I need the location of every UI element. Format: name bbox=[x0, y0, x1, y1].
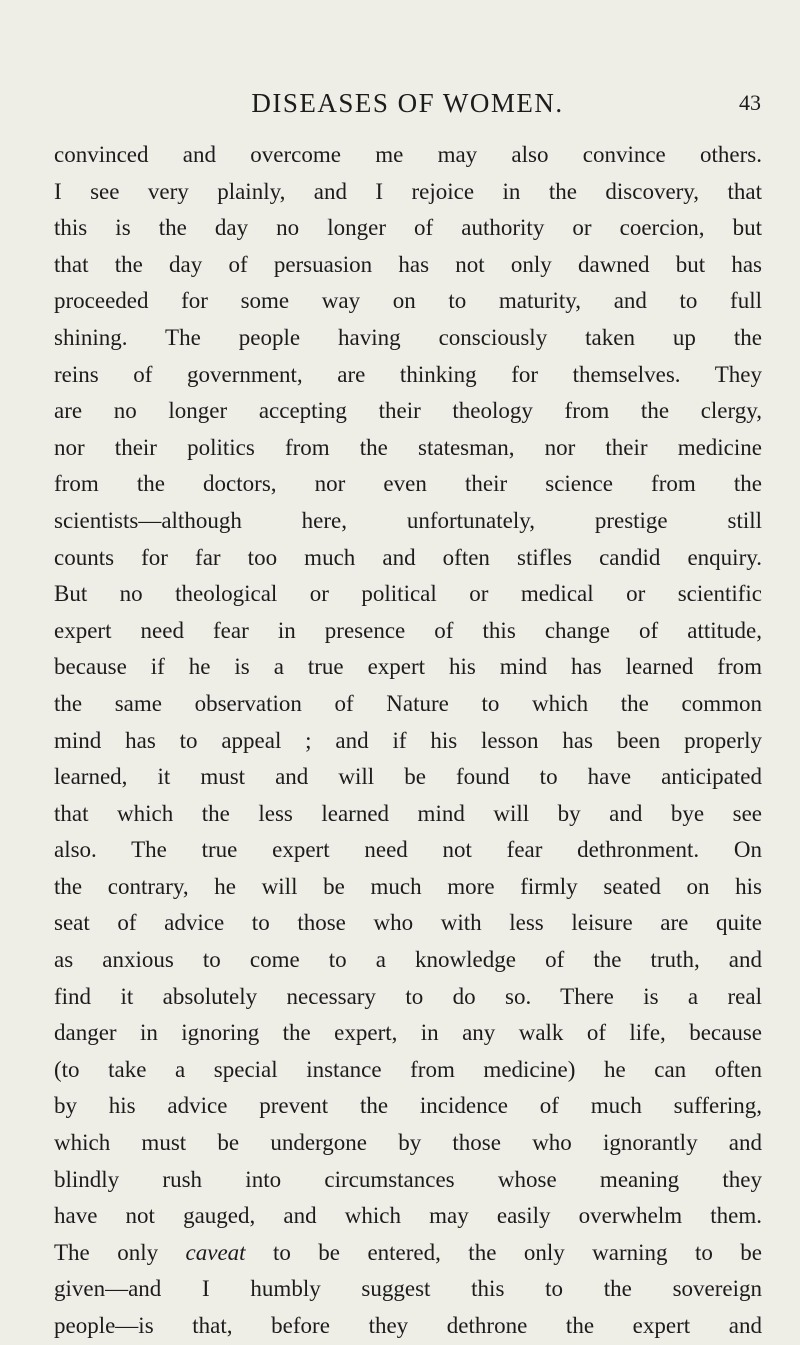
text-line: that which the less learned mind will by and bye see bbox=[54, 800, 762, 826]
text-line: that the day of persuasion has not only dawned but has bbox=[54, 251, 762, 277]
text-line: given—and I humbly suggest this to the sovereign bbox=[54, 1276, 762, 1302]
text-line: from the doctors, nor even their science from the bbox=[54, 471, 762, 497]
text-line: scientists—although here, unfortunately, prestige still bbox=[54, 507, 762, 533]
text-line: mind has to appeal ; and if his lesson has been properly bbox=[54, 727, 762, 753]
text-line: (to take a special instance from medicine) he can often bbox=[54, 1056, 762, 1082]
text-line: I see very plainly, and I rejoice in the discovery, that bbox=[54, 178, 762, 204]
text-line: reins of government, are thinking for themselves. They bbox=[54, 361, 762, 387]
text-line: have not gauged, and which may easily overwhelm them. bbox=[54, 1203, 762, 1229]
text-line: proceeded for some way on to maturity, and to full bbox=[54, 288, 762, 314]
text-line: the same observation of Nature to which the common bbox=[54, 690, 762, 716]
text-line: because if he is a true expert his mind has learned from bbox=[54, 654, 762, 680]
text-line: as anxious to come to a knowledge of the truth, and bbox=[54, 947, 762, 973]
text-line: danger in ignoring the expert, in any walk of life, because bbox=[54, 1020, 762, 1046]
text-line: learned, it must and will be found to have anticipated bbox=[54, 764, 762, 790]
text-line: convinced and overcome me may also convince others. bbox=[54, 142, 762, 167]
text-line: find it absolutely necessary to do so. There is a real bbox=[54, 983, 762, 1009]
italic-word-caveat: caveat bbox=[185, 1239, 246, 1265]
text-line: But no theological or political or medical or scientific bbox=[54, 581, 762, 607]
text-line: nor their politics from the statesman, nor their medicine bbox=[54, 434, 762, 460]
text-line: which must be undergone by those who ignorantly and bbox=[54, 1130, 762, 1156]
page-number: 43 bbox=[739, 90, 761, 115]
body-text bbox=[54, 137, 762, 1345]
running-head bbox=[54, 88, 761, 118]
text-line: people—is that, before they dethrone the expert and bbox=[54, 1313, 762, 1338]
text-line: seat of advice to those who with less leisure are quite bbox=[54, 910, 762, 936]
text-line: by his advice prevent the incidence of much suffering, bbox=[54, 1093, 762, 1119]
text-line: shining. The people having consciously taken up the bbox=[54, 324, 762, 350]
text-line: blindly rush into circumstances whose meaning they bbox=[54, 1166, 762, 1192]
text-line: are no longer accepting their theology from the clergy, bbox=[54, 398, 762, 424]
text-line: also. The true expert need not fear dethronment. On bbox=[54, 837, 762, 863]
text-fragment: to be entered, the only warning to be bbox=[272, 1239, 763, 1265]
text-line: expert need fear in presence of this change of attitude, bbox=[54, 617, 762, 643]
text-line-with-italic bbox=[54, 1235, 762, 1272]
text-line: this is the day no longer of authority or coercion, but bbox=[54, 215, 762, 241]
text-fragment: The only bbox=[54, 1239, 159, 1265]
running-head-title: DISEASES OF WOMEN. bbox=[251, 88, 564, 118]
text-line: the contrary, he will be much more firmly seated on his bbox=[54, 873, 762, 899]
text-line: counts for far too much and often stifles candid enquiry. bbox=[54, 544, 762, 570]
